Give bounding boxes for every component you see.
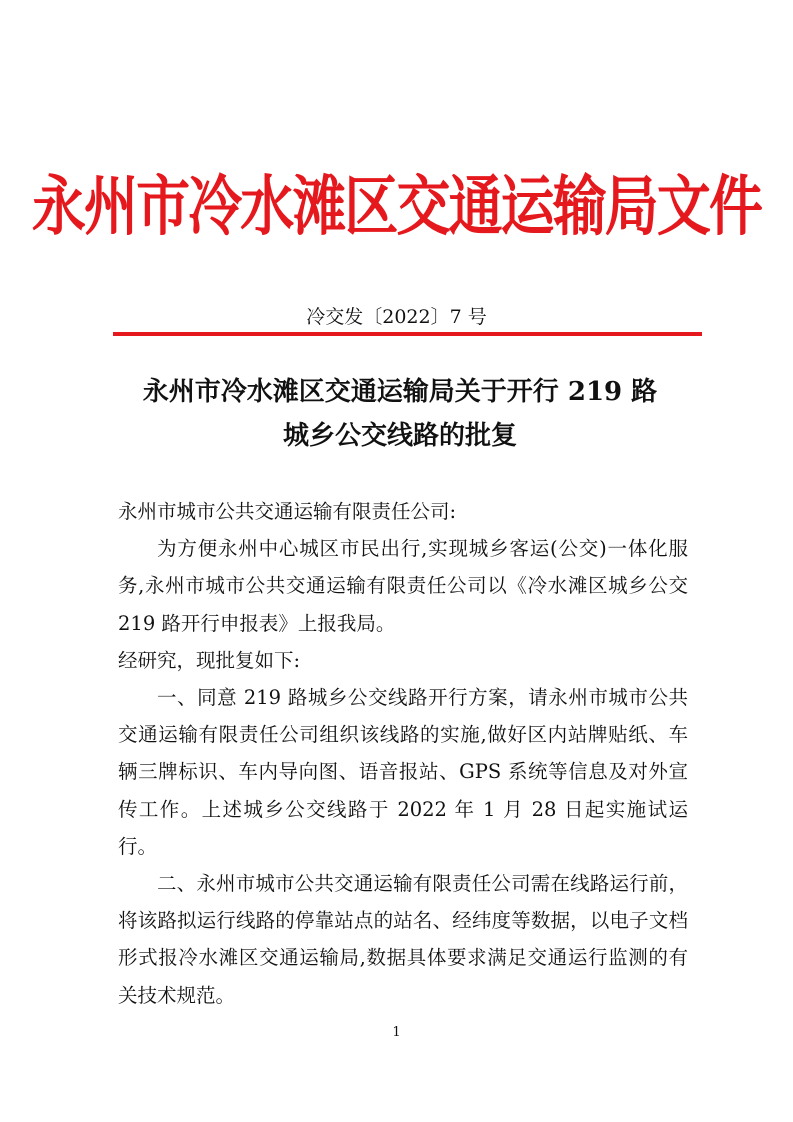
document-number: 冷交发〔2022〕7 号 — [306, 306, 487, 328]
document-body — [118, 493, 688, 1014]
document-title-line-2: 城乡公交线路的批复 — [282, 421, 517, 451]
document-title — [100, 370, 700, 458]
body-paragraph: 为方便永州中心城区市民出行,实现城乡客运(公交)一体化服务,永州市城市公共交通运输有限责任公司以《冷水滩区城乡公交 219 路开行申报表》上报我局。 — [118, 537, 688, 635]
document-header-title: 永州市冷水滩区交通运输局文件 — [31, 167, 762, 245]
document-title-line-1: 永州市冷水滩区交通运输局关于开行 219 路 — [142, 377, 658, 407]
body-paragraph: 一、同意 219 路城乡公交线路开行方案，请永州市城市公共交通运输有限责任公司组织该线路的实施,做好区内站牌贴纸、车辆三牌标识、车内导向图、语音报站、GPS 系统等信息及对外宣传工作。上述城乡公交线路于 2022 年 1 月 28 日起实施试运行。 — [118, 686, 688, 858]
body-paragraph: 二、永州市城市公共交通运输有限责任公司需在线路运行前，将该路拟运行线路的停靠站点的站名、经纬度等数据，以电子文档形式报冷水滩区交通运输局,数据具体要求满足交通运行监测的有关技术规范。 — [118, 872, 688, 1007]
body-paragraph: 经研究，现批复如下: — [118, 648, 301, 672]
salutation: 永州市城市公共交通运输有限责任公司: — [118, 500, 457, 523]
page-number: 1 — [392, 1025, 401, 1040]
red-divider-line — [113, 332, 702, 336]
